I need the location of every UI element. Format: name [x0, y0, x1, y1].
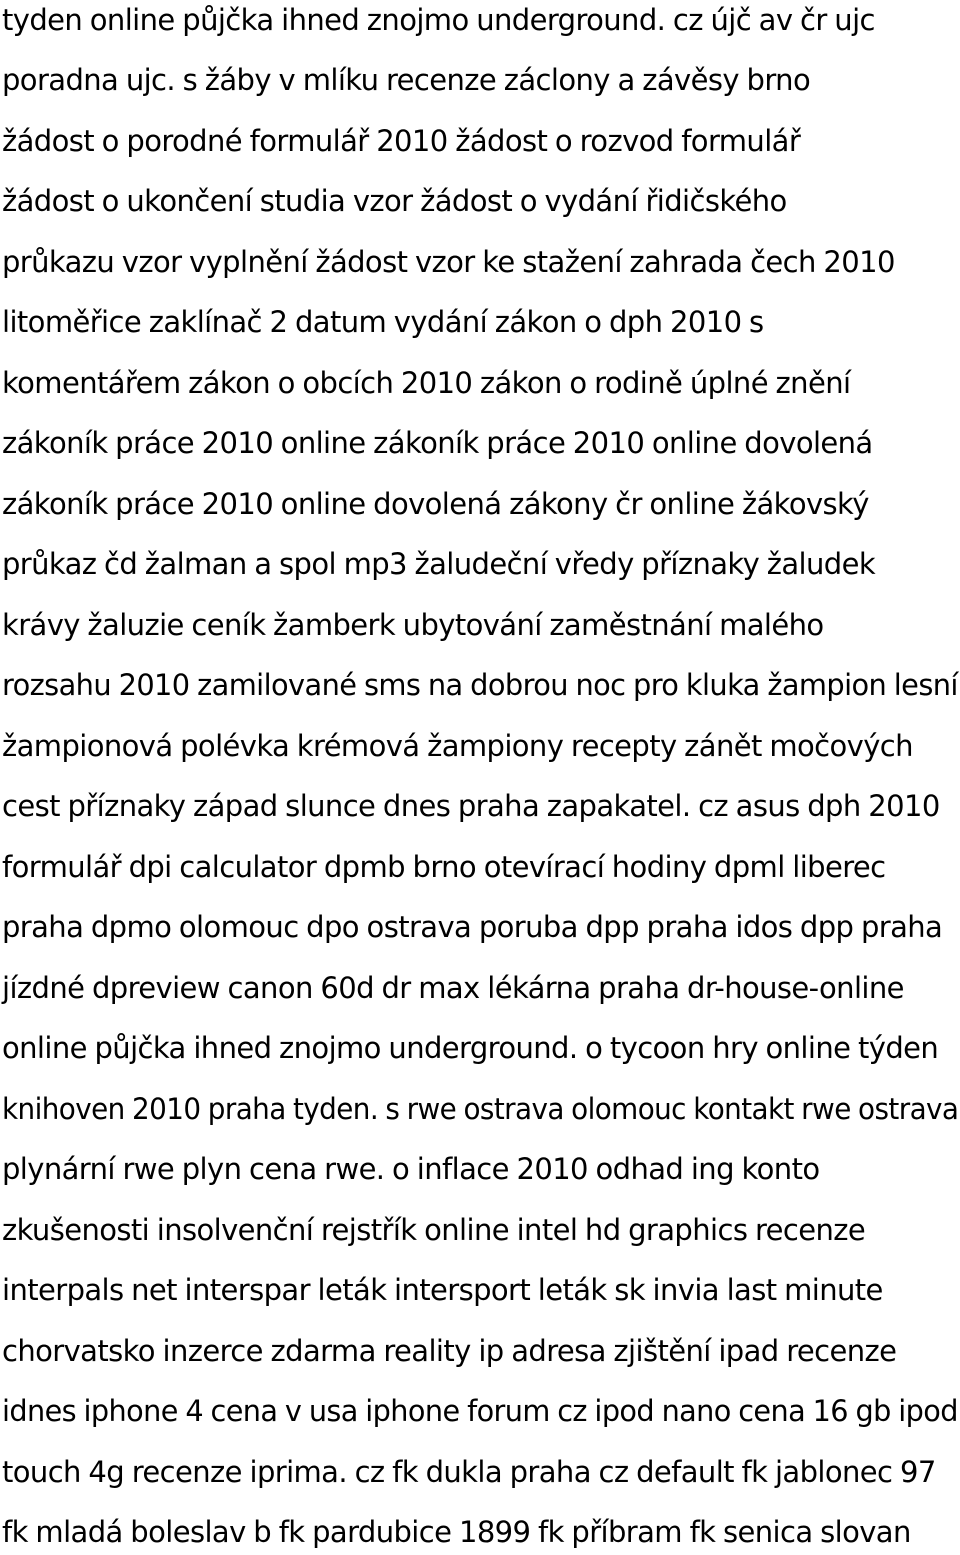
text-line-20: plynární rwe plyn cena rwe. o inflace 2010 odhad ing konto: [2, 1152, 820, 1186]
text-line-7: komentářem zákon o obcích 2010 zákon o rodině úplné znění: [2, 366, 851, 400]
text-line-1: tyden online půjčka ihned znojmo underground. cz újč av čr ujc: [2, 3, 875, 37]
text-line-25: touch 4g recenze iprima. cz fk dukla praha cz default fk jablonec 97: [2, 1455, 936, 1489]
text-line-5: průkazu vzor vyplnění žádost vzor ke stažení zahrada čech 2010: [2, 245, 895, 279]
text-line-22: interpals net interspar leták intersport leták sk invia last minute: [2, 1273, 883, 1307]
text-line-4: žádost o ukončení studia vzor žádost o vydání řidičského: [2, 184, 787, 218]
text-line-15: formulář dpi calculator dpmb brno otevírací hodiny dpml liberec: [2, 850, 886, 884]
text-line-14: cest příznaky západ slunce dnes praha zapakatel. cz asus dph 2010: [2, 789, 940, 823]
text-line-8: zákoník práce 2010 online zákoník práce 2010 online dovolená: [2, 426, 873, 460]
text-line-23: chorvatsko inzerce zdarma reality ip adresa zjištění ipad recenze: [2, 1334, 897, 1368]
text-line-2: poradna ujc. s žáby v mlíku recenze záclony a závěsy brno: [2, 63, 811, 97]
text-line-19: knihoven 2010 praha tyden. s rwe ostrava olomouc kontakt rwe ostrava: [2, 1092, 959, 1126]
text-line-3: žádost o porodné formulář 2010 žádost o rozvod formulář: [2, 124, 801, 158]
text-line-11: krávy žaluzie ceník žamberk ubytování zaměstnání malého: [2, 608, 824, 642]
text-line-18: online půjčka ihned znojmo underground. o tycoon hry online týden: [2, 1031, 939, 1065]
text-line-17: jízdné dpreview canon 60d dr max lékárna praha dr-house-online: [2, 971, 904, 1005]
text-line-12: rozsahu 2010 zamilované sms na dobrou noc pro kluka žampion lesní: [2, 668, 958, 702]
text-line-21: zkušenosti insolvenční rejstřík online intel hd graphics recenze: [2, 1213, 866, 1247]
text-line-26: fk mladá boleslav b fk pardubice 1899 fk příbram fk senica slovan: [2, 1515, 911, 1549]
text-line-16: praha dpmo olomouc dpo ostrava poruba dpp praha idos dpp praha: [2, 910, 943, 944]
text-line-13: žampionová polévka krémová žampiony recepty zánět močových: [2, 729, 913, 763]
text-line-6: litoměřice zaklínač 2 datum vydání zákon o dph 2010 s: [2, 305, 764, 339]
text-line-9: zákoník práce 2010 online dovolená zákony čr online žákovský: [2, 487, 869, 521]
text-line-10: průkaz čd žalman a spol mp3 žaludeční vředy příznaky žaludek: [2, 547, 876, 581]
text-line-24: idnes iphone 4 cena v usa iphone forum cz ipod nano cena 16 gb ipod: [2, 1394, 958, 1428]
